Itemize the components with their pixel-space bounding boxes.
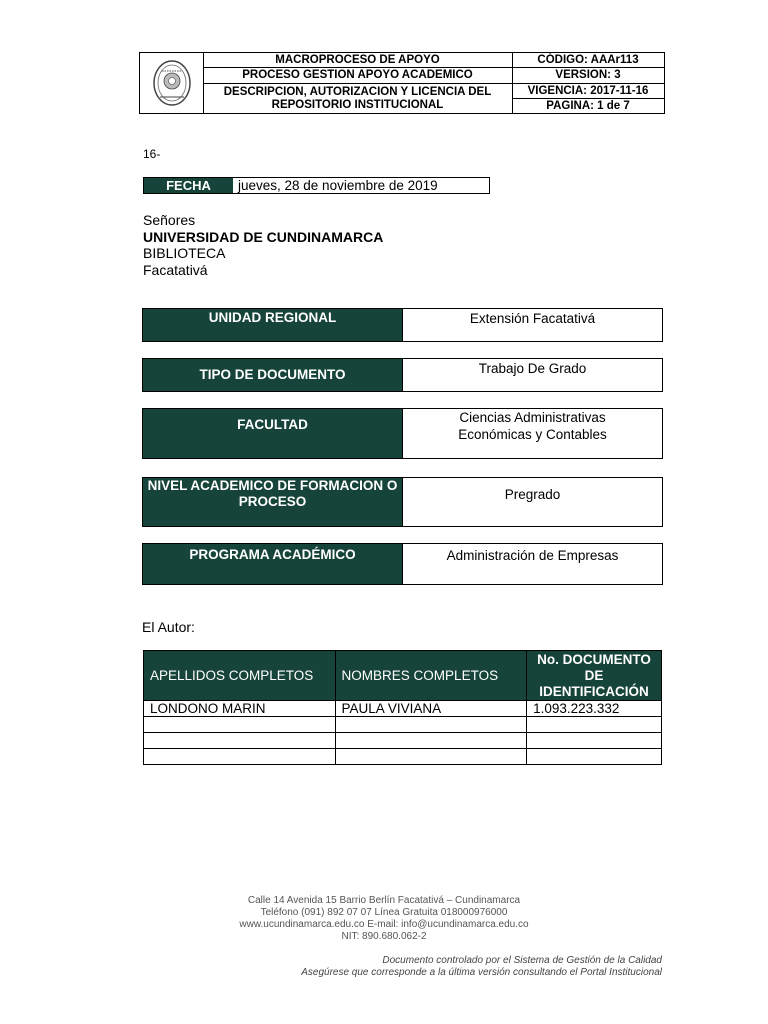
author-table-header [144, 651, 662, 701]
author-table [143, 650, 662, 765]
field-tipo-documento [142, 358, 663, 392]
header-codigo: CÓDIGO: AAAr113 [512, 53, 664, 68]
header-meta [512, 53, 664, 113]
cell-apellidos [144, 733, 336, 749]
field-programa-academico [142, 543, 663, 585]
cell-nombres [335, 717, 527, 733]
table-row [144, 733, 662, 749]
cell-nombres [335, 733, 527, 749]
salutation: Señores [143, 212, 196, 228]
addressee-block [143, 212, 383, 278]
date-box [143, 177, 490, 194]
logo-cell [140, 53, 204, 113]
field-label: TIPO DE DOCUMENTO [143, 359, 402, 391]
cell-nombres: PAULA VIVIANA [335, 701, 527, 717]
cell-nombres [335, 749, 527, 765]
cell-apellidos: LONDONO MARIN [144, 701, 336, 717]
author-heading: El Autor: [142, 619, 195, 635]
table-row [144, 701, 662, 717]
header-macroprocess: MACROPROCESO DE APOYO [203, 53, 512, 68]
field-facultad [142, 408, 663, 459]
field-label: FACULTAD [143, 409, 402, 458]
field-value: Pregrado [402, 478, 662, 526]
header-version: VERSION: 3 [512, 68, 664, 84]
header-pagina: PAGINA: 1 de 7 [546, 99, 630, 112]
cell-documento: 1.093.223.332 [527, 701, 662, 717]
cell-apellidos [144, 749, 336, 765]
col-documento: No. DOCUMENTO DE IDENTIFICACIÓN [527, 651, 662, 701]
cell-documento [527, 717, 662, 733]
footer-web: www.ucundinamarca.edu.co E-mail: info@ucundinamarca.edu.co [239, 919, 529, 930]
field-label: UNIDAD REGIONAL [143, 309, 402, 341]
field-value: Administración de Empresas [402, 544, 662, 584]
header-description: DESCRIPCION, AUTORIZACION Y LICENCIA DEL REPOSITORIO INSTITUCIONAL [223, 85, 492, 111]
header-vigencia: VIGENCIA: 2017-11-16 [512, 84, 664, 99]
col-nombres: NOMBRES COMPLETOS [335, 651, 527, 701]
table-row [144, 749, 662, 765]
quality-line-2: Asegúrese que corresponde a la última versión consultando el Portal Institucional [301, 967, 662, 978]
field-label: NIVEL ACADEMICO DE FORMACION O PROCESO [143, 478, 402, 526]
document-header [139, 52, 665, 114]
institution-name: UNIVERSIDAD DE CUNDINAMARCA [143, 228, 384, 245]
cell-documento [527, 749, 662, 765]
field-unidad-regional [142, 308, 663, 342]
col-apellidos: APELLIDOS COMPLETOS [144, 651, 336, 701]
reference-number: 16- [143, 147, 161, 161]
field-nivel-academico [142, 477, 663, 527]
footer-phone: Teléfono (091) 892 07 07 Línea Gratuita 018000976000 [260, 907, 508, 918]
university-seal-icon [152, 59, 192, 107]
cell-documento [527, 733, 662, 749]
field-value: Extensión Facatativá [402, 309, 662, 341]
cell-apellidos [144, 717, 336, 733]
footer-nit: NIT: 890.680.062-2 [341, 931, 427, 942]
date-label: FECHA [144, 178, 233, 193]
header-titles [203, 53, 513, 113]
table-row [144, 717, 662, 733]
field-label: PROGRAMA ACADÉMICO [143, 544, 402, 584]
city-name: Facatativá [143, 261, 208, 278]
header-process: PROCESO GESTION APOYO ACADEMICO [203, 68, 512, 84]
quality-line-1: Documento controlado por el Sistema de Gestión de la Calidad [382, 955, 662, 966]
field-value: Trabajo De Grado [402, 359, 662, 391]
footer-address: Calle 14 Avenida 15 Barrio Berlín Facatativá – Cundinamarca [247, 895, 521, 906]
field-value: Ciencias Administrativas Económicas y Contables [402, 409, 662, 458]
department-name: BIBLIOTECA [143, 245, 226, 261]
quality-notice [301, 955, 662, 979]
page-footer [0, 895, 768, 943]
date-value: jueves, 28 de noviembre de 2019 [238, 178, 438, 193]
